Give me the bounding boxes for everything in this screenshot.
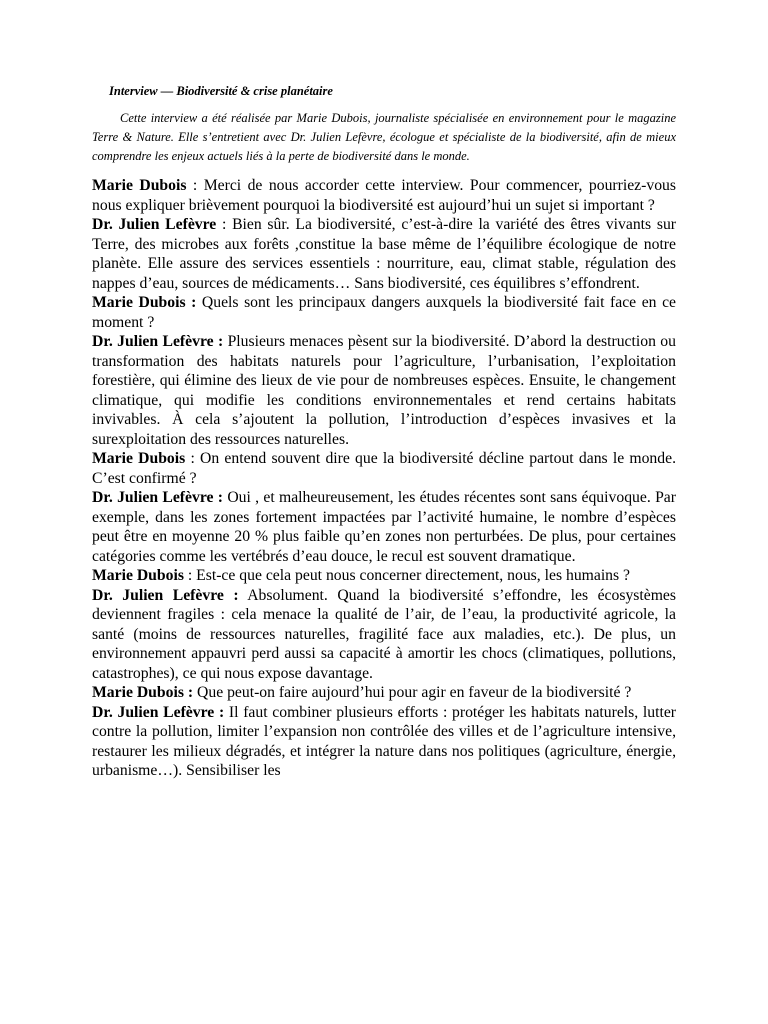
dialogue-paragraph [92, 683, 676, 703]
speaker-name: Dr. Julien Lefèvre : [92, 586, 239, 604]
dialogue-paragraph [92, 488, 676, 566]
document-title: Interview — Biodiversité & crise planétaire [109, 84, 333, 98]
dialogue-paragraph: Marie Dubois : On entend souvent dire que la biodiversité décline partout dans le monde. C’est confirmé ? [92, 450, 677, 487]
dialogue-text: Absolument. Quand la biodiversité s’effondre, les écosystèmes deviennent fragiles : cela menace la qualité de l’air, de l’eau, la productivité agricole, la santé (moins de ressources naturelles, fragilité face aux maladies, etc.). De plus, un environnement appauvri perd aussi sa capacité à amortir les chocs (climatiques, pollutions, catastrophes), ce qui nous expose davantage. [92, 586, 676, 682]
dialogue-paragraph: Dr. Julien Lefèvre : Bien sûr. La biodiversité, c’est-à-dire la variété des êtres vivants sur Terre, des microbes aux forêts ,constitue la base même de l’équilibre écologique de notre planète. Elle assure des services essentiels : nourriture, eau, climat stable, régulation des nappes d’eau, sources de médicaments… Sans biodiversité, ces équilibres s’effondrent. [92, 216, 677, 292]
dialogue-paragraph [92, 586, 676, 684]
dialogue-text: Quels sont les principaux dangers auxquels la biodiversité fait face en ce moment ? [92, 294, 676, 331]
interview-body [92, 176, 676, 781]
speaker-name: Dr. Julien Lefèvre : [92, 489, 223, 506]
speaker-name: Marie Dubois : [92, 294, 197, 311]
dialogue-paragraph [92, 703, 676, 781]
intro-paragraph: Cette interview a été réalisée par Marie Dubois, journaliste spécialisée en environnement pour le magazine Terre & Nature. Elle s’entretient avec Dr. Julien Lefèvre, écologue et spécialiste de la biodiversité, afin de mieux comprendre les enjeux actuels liés à la perte de biodiversité dans le monde. [92, 111, 676, 163]
dialogue-text: Est-ce que cela peut nous concerner directement, nous, les humains ? [196, 567, 631, 584]
dialogue-text: Il faut combiner plusieurs efforts : protéger les habitats naturels, lutter contre la pollution, limiter l’expansion non contrôlée des villes et de l’agriculture intensive, restaurer les milieux dégradés, et intégrer la nature dans nos politiques (agriculture, énergie, urbanisme…). Sensibiliser les [92, 703, 677, 779]
dialogue-text: Oui , et malheureusement, les études récentes sont sans équivoque. Par exemple, dans les zones fortement impactées par l’activité humaine, le nombre d’espèces peut être en moyenne 20 % plus faible qu’en zones non perturbées. De plus, pour certaines catégories comme les vertébrés d’eau douce, le recul est souvent dramatique. [92, 489, 676, 565]
speaker-name: Marie Dubois [92, 567, 184, 584]
speaker-name: Dr. Julien Lefèvre [92, 216, 217, 233]
dialogue-text: Bien sûr. La biodiversité, c’est-à-dire la variété des êtres vivants sur Terre, des microbes aux forêts ,constitue la base même de l’équilibre écologique de notre planète. Elle assure des services essentiels : nourriture, eau, climat stable, régulation des nappes d’eau, sources de médicaments… Sans biodiversité, ces équilibres s’effondrent. [92, 216, 677, 292]
dialogue-paragraph: Marie Dubois : Merci de nous accorder cette interview. Pour commencer, pourriez-vous nous expliquer brièvement pourquoi la biodiversité est aujourd’hui un sujet si important ? [92, 177, 676, 214]
speaker-name: Dr. Julien Lefèvre : [92, 333, 224, 350]
dialogue-text: Que peut-on faire aujourd’hui pour agir en faveur de la biodiversité ? [197, 684, 632, 701]
dialogue-paragraph [92, 293, 676, 332]
speaker-name: Dr. Julien Lefèvre : [92, 703, 225, 721]
speaker-name: Marie Dubois : [92, 684, 194, 701]
dialogue-text: On entend souvent dire que la biodiversité décline partout dans le monde. C’est confirmé ? [92, 450, 677, 487]
dialogue-text: Merci de nous accorder cette interview. Pour commencer, pourriez-vous nous expliquer brièvement pourquoi la biodiversité est aujourd’hui un sujet si important ? [92, 177, 676, 214]
speaker-name: Marie Dubois [92, 177, 187, 194]
dialogue-paragraph: Marie Dubois : Est-ce que cela peut nous concerner directement, nous, les humains ? [92, 567, 631, 584]
speaker-name: Marie Dubois [92, 450, 186, 467]
dialogue-paragraph [92, 332, 676, 449]
dialogue-text: Plusieurs menaces pèsent sur la biodiversité. D’abord la destruction ou transformation des habitats naturels pour l’agriculture, l’urbanisation, l’exploitation forestière, qui élimine des lieux de vie pour de nombreuses espèces. Ensuite, le changement climatique, qui modifie les conditions environnementales et rend certains habitats invivables. À cela s’ajoutent la pollution, l’introduction d’espèces invasives et la surexploitation des ressources naturelles. [92, 333, 676, 448]
